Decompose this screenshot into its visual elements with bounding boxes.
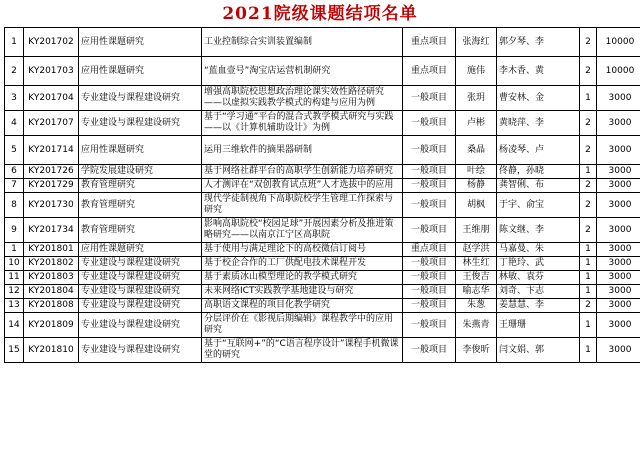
cell-members: 龚智俐、布 [497,179,580,193]
cell-members: 马嘉曼、朱 [497,243,580,257]
cell-count: 1 [580,165,597,179]
table-row [5,111,640,136]
cell-num: 4 [5,111,24,136]
table-row [5,299,640,313]
cell-leader: 张海红 [456,28,497,57]
table-row [5,338,640,363]
cell-category: 专业建设与课程建设研究 [79,299,202,313]
cell-level: 一般项目 [403,111,456,136]
cell-fund: 3000 [597,313,640,338]
cell-category: 教育管理研究 [79,218,202,243]
cell-count: 1 [580,285,597,299]
cell-members: 郭夕琴、李 [497,28,580,57]
cell-count: 2 [580,136,597,165]
cell-category: 学院发展建设研究 [79,165,202,179]
table-row [5,257,640,271]
cell-fund: 3000 [597,111,640,136]
cell-members: 闫文娟、郭 [497,338,580,363]
cell-fund: 3000 [597,271,640,285]
cell-count: 2 [580,57,597,86]
cell-leader: 杨静 [456,179,497,193]
cell-fund: 3000 [597,257,640,271]
cell-leader: 林生红 [456,257,497,271]
cell-members: 李木香、黄 [497,57,580,86]
table-row [5,86,640,111]
cell-title: 基于使用与满足理论下的高校微信订阅号 [202,243,403,257]
cell-fund: 3000 [597,86,640,111]
cell-members: 于宇、俞宝 [497,193,580,218]
cell-fund: 3000 [597,299,640,313]
cell-category: 专业建设与课程建设研究 [79,271,202,285]
cell-num: 6 [5,165,24,179]
cell-level: 一般项目 [403,257,456,271]
cell-count: 1 [580,338,597,363]
cell-fund: 3000 [597,243,640,257]
cell-code: KY201810 [24,338,79,363]
cell-category: 教育管理研究 [79,193,202,218]
cell-title: 高职语文课程的项目化教学研究 [202,299,403,313]
cell-level: 一般项目 [403,86,456,111]
table-body [5,28,640,363]
cell-fund: 3000 [597,193,640,218]
cell-code: KY201809 [24,313,79,338]
cell-code: KY201702 [24,28,79,57]
table-row [5,313,640,338]
cell-num: 8 [5,193,24,218]
cell-fund: 10000 [597,28,640,57]
cell-category: 应用性课题研究 [79,136,202,165]
table-row [5,136,640,165]
cell-level: 一般项目 [403,179,456,193]
cell-leader: 朱燕青 [456,313,497,338]
cell-num: 1 [5,243,24,257]
cell-level: 一般项目 [403,285,456,299]
cell-level: 一般项目 [403,193,456,218]
cell-num: 10 [5,257,24,271]
cell-count: 2 [580,193,597,218]
cell-leader: 王俊吉 [456,271,497,285]
cell-num: 12 [5,285,24,299]
cell-code: KY201730 [24,193,79,218]
cell-level: 一般项目 [403,136,456,165]
cell-title: 人才测评在“双创教育试点班”人才选拔中的应用 [202,179,403,193]
cell-members: 刘奇、卞志 [497,285,580,299]
cell-title: 工业控制综合实训装置编制 [202,28,403,57]
cell-members: 杨凌琴、卢 [497,136,580,165]
cell-num: 9 [5,218,24,243]
cell-level: 一般项目 [403,218,456,243]
cell-code: KY201801 [24,243,79,257]
cell-leader: 喻志华 [456,285,497,299]
project-completion-table [4,27,640,363]
cell-title: 基于校企合作的工厂供配电技术课程开发 [202,257,403,271]
cell-code: KY201714 [24,136,79,165]
cell-category: 应用性课题研究 [79,28,202,57]
cell-fund: 3000 [597,165,640,179]
cell-count: 1 [580,271,597,285]
table-row [5,193,640,218]
cell-count: 1 [580,243,597,257]
cell-title: 基于网络社群平台的高职学生创新能力培养研究 [202,165,403,179]
cell-fund: 3000 [597,218,640,243]
cell-level: 重点项目 [403,243,456,257]
cell-code: KY201734 [24,218,79,243]
cell-members: 曹安林、金 [497,86,580,111]
cell-level: 重点项目 [403,28,456,57]
table-row [5,243,640,257]
table-row [5,28,640,57]
table-row [5,57,640,86]
table-row [5,285,640,299]
cell-members: 姜慧慧、李 [497,299,580,313]
cell-leader: 朱葱 [456,299,497,313]
cell-num: 15 [5,338,24,363]
cell-level: 一般项目 [403,271,456,285]
cell-members: 黄晓萍、李 [497,111,580,136]
cell-count: 1 [580,86,597,111]
cell-num: 11 [5,271,24,285]
cell-num: 5 [5,136,24,165]
cell-leader: 胡枫 [456,193,497,218]
cell-category: 专业建设与课程建设研究 [79,111,202,136]
cell-code: KY201703 [24,57,79,86]
cell-leader: 施伟 [456,57,497,86]
cell-count: 2 [580,28,597,57]
cell-category: 应用性课题研究 [79,57,202,86]
cell-fund: 3000 [597,136,640,165]
cell-code: KY201704 [24,86,79,111]
cell-num: 13 [5,299,24,313]
cell-code: KY201803 [24,271,79,285]
cell-title: 增强高职院校思想政治理论课实效性路径研究——以虚拟实践教学模式的构建与应用为例 [202,86,403,111]
cell-level: 一般项目 [403,165,456,179]
cell-category: 专业建设与课程建设研究 [79,338,202,363]
cell-code: KY201726 [24,165,79,179]
cell-num: 2 [5,57,24,86]
cell-category: 专业建设与课程建设研究 [79,86,202,111]
table-row [5,179,640,193]
cell-code: KY201707 [24,111,79,136]
table-row [5,165,640,179]
cell-level: 一般项目 [403,338,456,363]
cell-count: 1 [580,257,597,271]
cell-title: 运用三维软件的摘果器研制 [202,136,403,165]
cell-title: 现代学徒制视角下高职院校学生管理工作探索与研究 [202,193,403,218]
cell-members: 林敏、袁芬 [497,271,580,285]
cell-category: 专业建设与课程建设研究 [79,257,202,271]
cell-count: 2 [580,111,597,136]
cell-leader: 卢彬 [456,111,497,136]
cell-members: 王珊珊 [497,313,580,338]
cell-count: 2 [580,218,597,243]
cell-num: 7 [5,179,24,193]
cell-count: 2 [580,299,597,313]
cell-leader: 赵学洪 [456,243,497,257]
cell-level: 一般项目 [403,299,456,313]
cell-title: 基于“学习通”平台的混合式教学模式研究与实践——以《计算机辅助设计》为例 [202,111,403,136]
cell-code: KY201802 [24,257,79,271]
cell-num: 14 [5,313,24,338]
cell-count: 2 [580,179,597,193]
cell-leader: 张玥 [456,86,497,111]
cell-leader: 叶绘 [456,165,497,179]
cell-level: 一般项目 [403,313,456,338]
cell-num: 1 [5,28,24,57]
cell-title: “蓝血壹号”淘宝店运营机制研究 [202,57,403,86]
cell-level: 重点项目 [403,57,456,86]
cell-fund: 3000 [597,179,640,193]
cell-title: 基于“互联网+”的“C语言程序设计”课程手机微课堂的研究 [202,338,403,363]
cell-title: 影响高职院校“校园足球”开展因素分析及推进策略研究——以南京江宁区高职院 [202,218,403,243]
cell-category: 专业建设与课程建设研究 [79,285,202,299]
cell-members: 佟静，孙晓 [497,165,580,179]
cell-fund: 3000 [597,338,640,363]
table-row [5,271,640,285]
cell-title: 未来网络ICT实践教学基地建设与研究 [202,285,403,299]
cell-category: 应用性课题研究 [79,243,202,257]
cell-count: 1 [580,313,597,338]
cell-num: 3 [5,86,24,111]
cell-code: KY201804 [24,285,79,299]
cell-fund: 3000 [597,285,640,299]
cell-leader: 李俊昕 [456,338,497,363]
cell-members: 丁艳玲、武 [497,257,580,271]
cell-category: 教育管理研究 [79,179,202,193]
cell-fund: 10000 [597,57,640,86]
cell-title: 分层评价在《影视后期编辑》课程教学中的应用研究 [202,313,403,338]
cell-title: 基于素质冰山模型理论的教学模式研究 [202,271,403,285]
cell-leader: 王维朋 [456,218,497,243]
cell-category: 专业建设与课程建设研究 [79,313,202,338]
cell-leader: 桑晶 [456,136,497,165]
cell-code: KY201729 [24,179,79,193]
page-title: 2021院级课题结项名单 [222,4,418,24]
cell-members: 陈文继、李 [497,218,580,243]
table-row [5,218,640,243]
cell-code: KY201808 [24,299,79,313]
